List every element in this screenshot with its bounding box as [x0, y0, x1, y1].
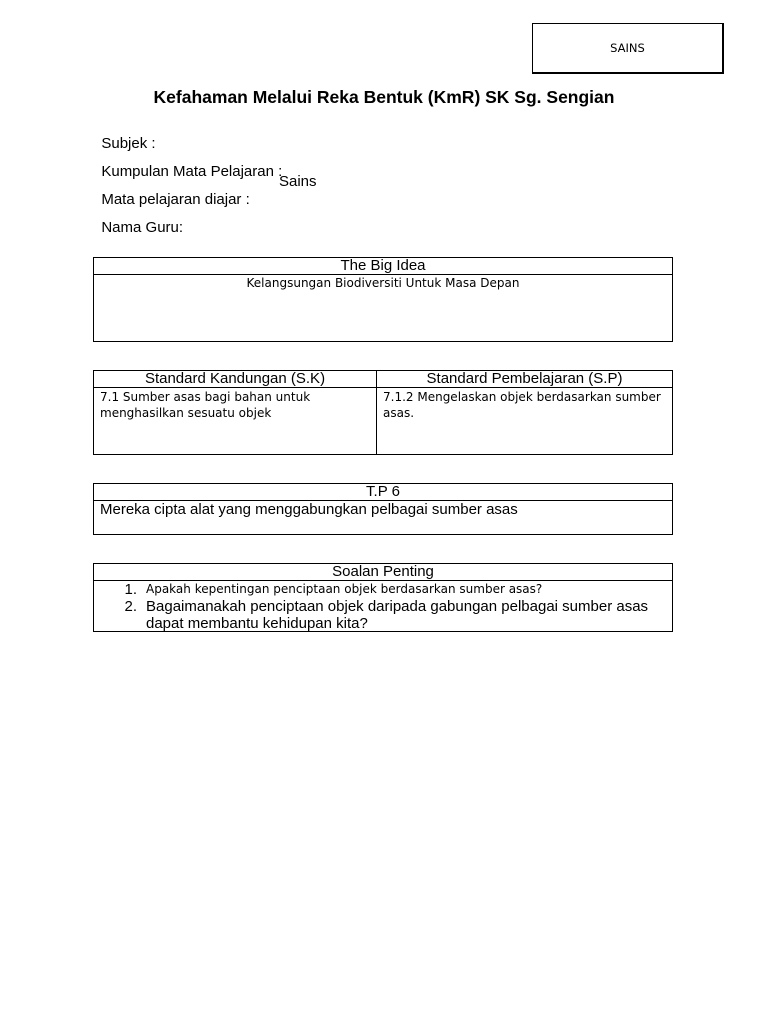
mata-pelajaran-label: Mata pelajaran diajar :: [101, 191, 250, 208]
subject-box-label: SAINS: [610, 41, 645, 55]
nama-guru-label: Nama Guru:: [101, 219, 184, 236]
question-text: Bagaimanakah penciptaan objek daripada gabungan pelbagai sumber asas dapat membantu kehidupan kita?: [146, 598, 649, 632]
subject-box: [532, 23, 724, 74]
subjek-label: Subjek :: [101, 135, 156, 152]
sk-heading: Standard Kandungan (S.K): [94, 371, 377, 388]
tp-content: Mereka cipta alat yang menggabungkan pelbagai sumber asas: [100, 501, 518, 518]
mata-pelajaran-value: Sains: [279, 173, 317, 190]
question-number: 2.: [124, 598, 137, 615]
sp-content: 7.1.2 Mengelaskan objek berdasarkan sumber asas.: [383, 390, 661, 420]
question-number: 1.: [124, 581, 137, 598]
big-idea-table: [93, 257, 673, 342]
tp-table: [93, 483, 673, 535]
question-text: Apakah kepentingan penciptaan objek berdasarkan sumber asas?: [146, 582, 543, 596]
kumpulan-label: Kumpulan Mata Pelajaran :: [101, 163, 283, 180]
list-item: [94, 581, 672, 598]
big-idea-heading: The Big Idea: [94, 258, 672, 275]
nama-guru-line: [93, 201, 183, 237]
tp-heading: T.P 6: [94, 484, 672, 501]
soalan-heading: Soalan Penting: [94, 564, 672, 581]
sp-heading: Standard Pembelajaran (S.P): [426, 370, 623, 387]
soalan-list: [94, 581, 672, 632]
big-idea-content: Kelangsungan Biodiversiti Untuk Masa Depan: [246, 276, 520, 290]
standards-header-row: [94, 371, 672, 388]
standards-body-row: [94, 388, 672, 454]
soalan-table: [93, 563, 673, 632]
list-item: [94, 598, 672, 632]
sk-content: 7.1 Sumber asas bagi bahan untuk menghasilkan sesuatu objek: [94, 388, 377, 454]
standards-table: [93, 370, 673, 455]
page-title: Kefahaman Melalui Reka Bentuk (KmR) SK Sg. Sengian: [153, 87, 615, 107]
